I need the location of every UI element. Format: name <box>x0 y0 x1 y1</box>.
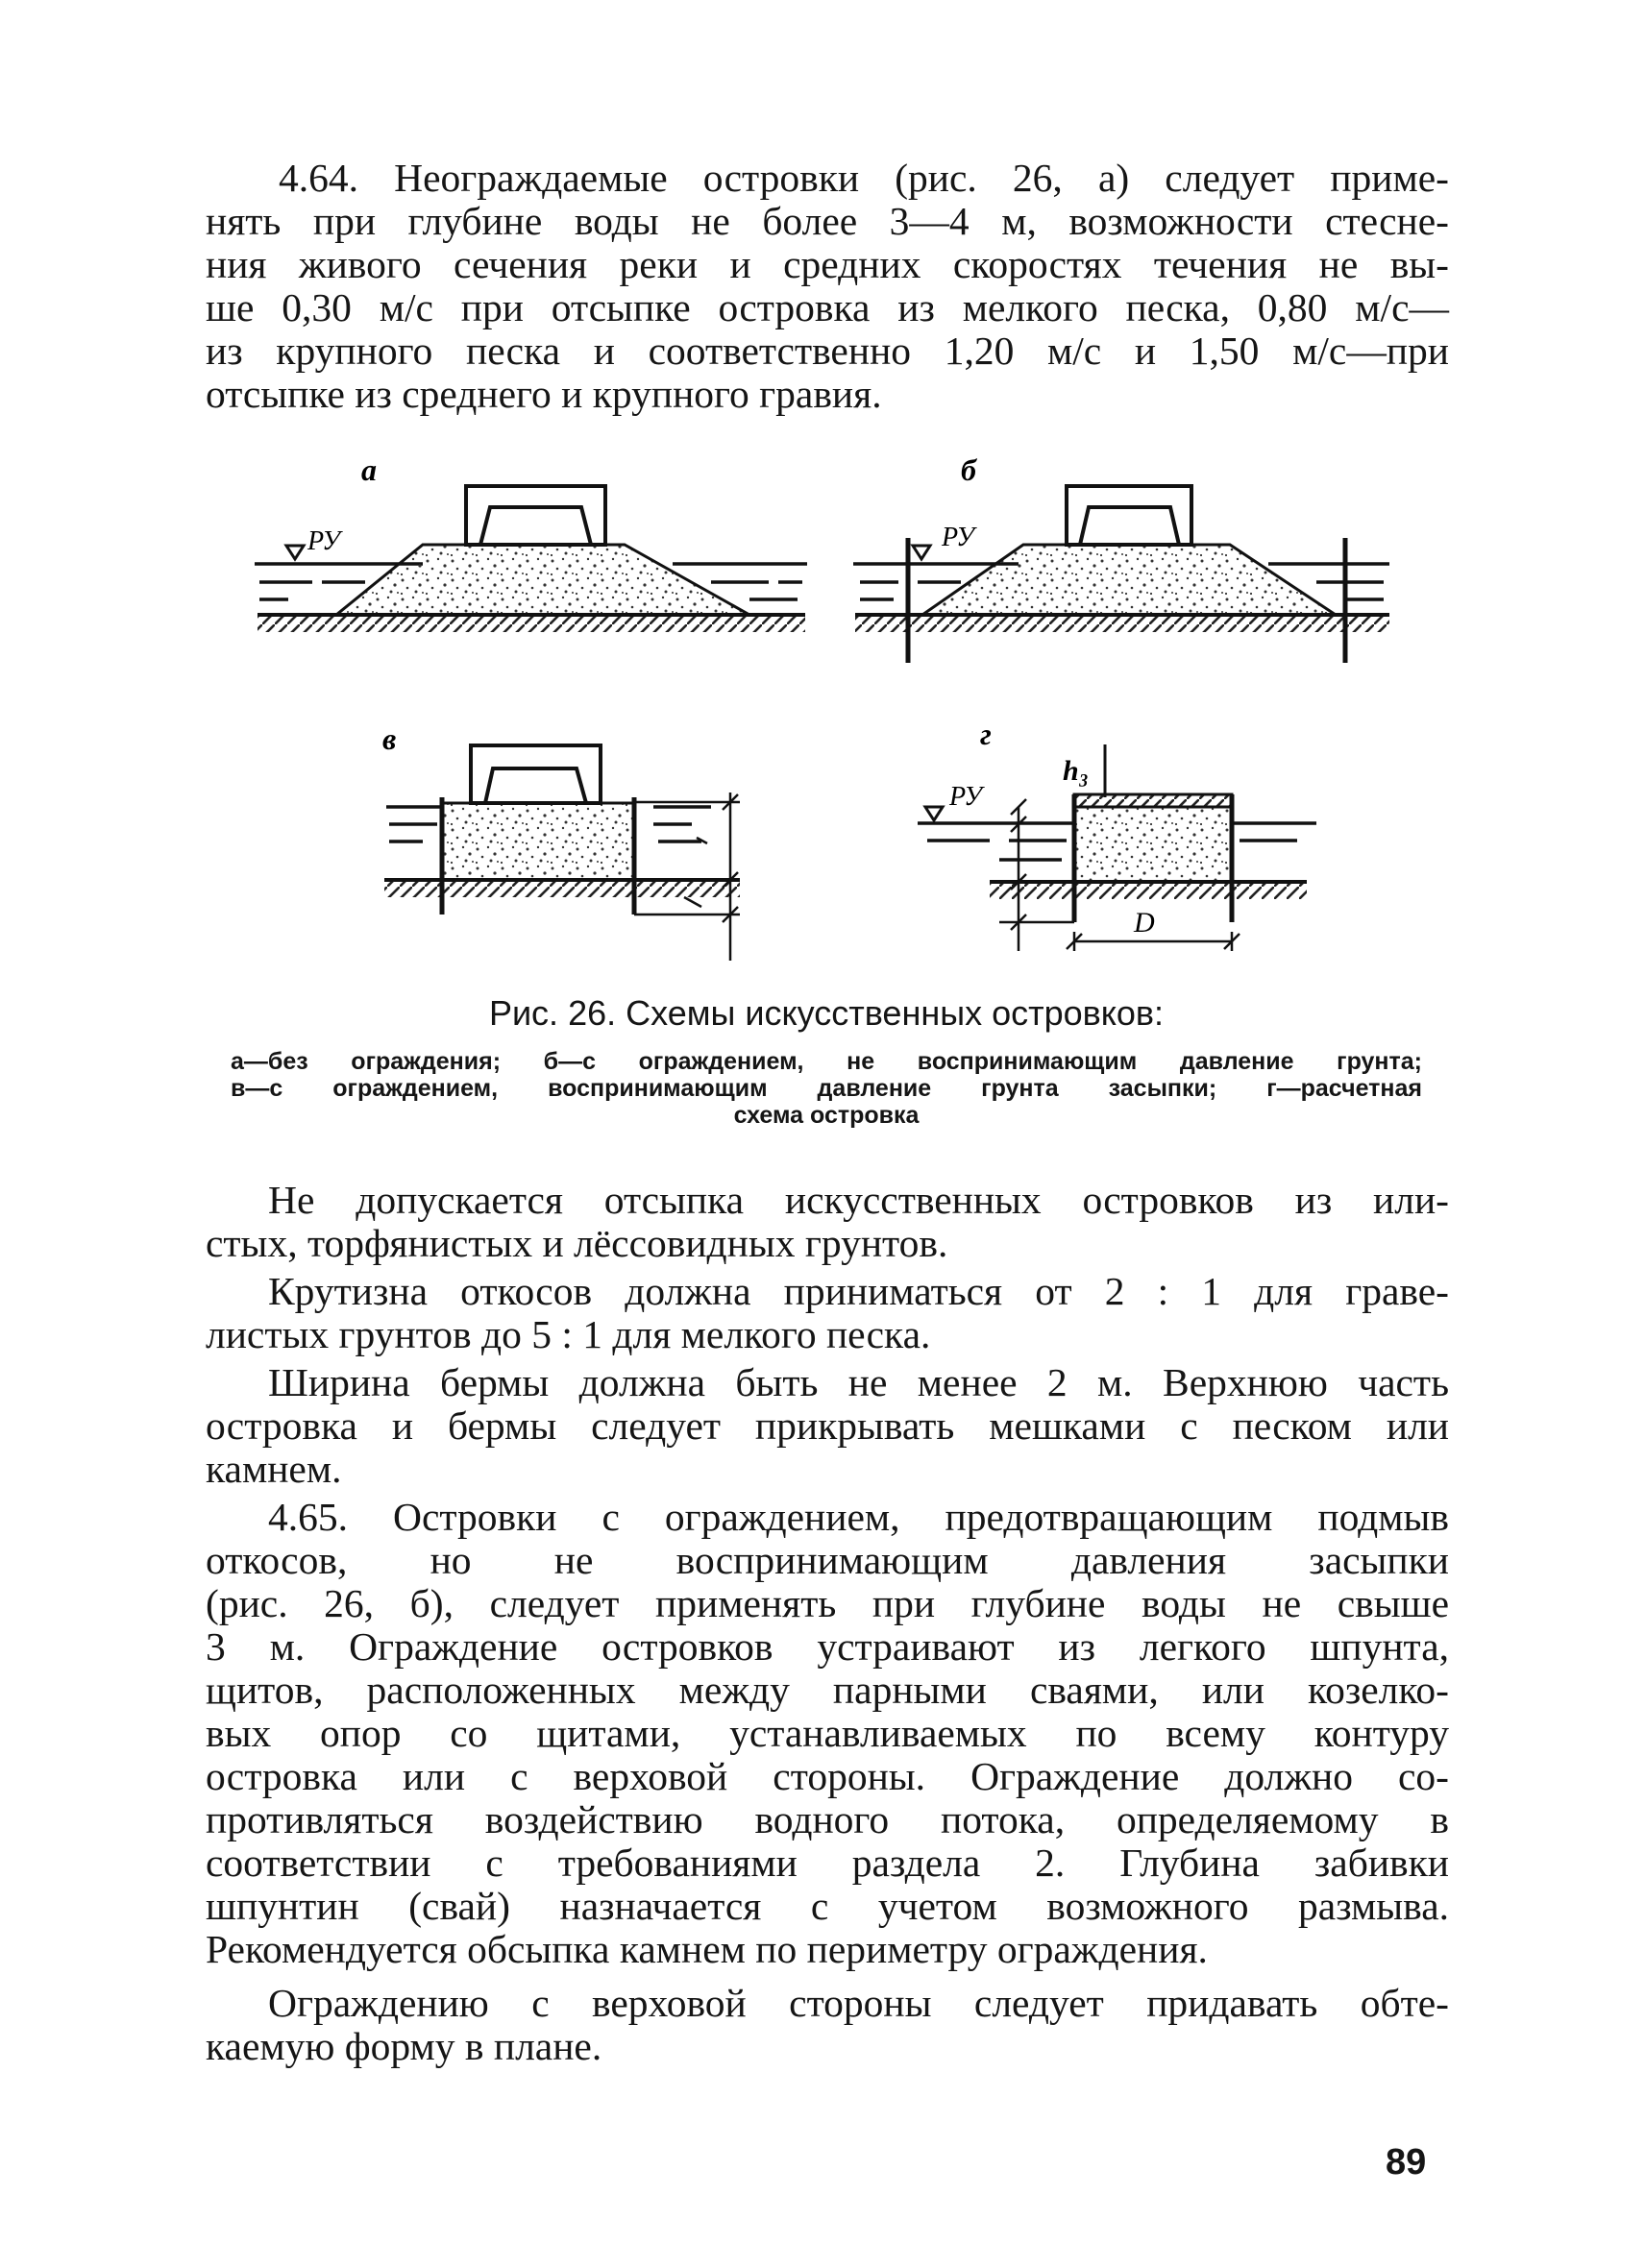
dimension-lines <box>634 793 740 961</box>
ground-hatch <box>384 880 740 897</box>
water-level-label: РУ <box>307 526 340 556</box>
text-line: Рекомендуется обсыпка камнем по периметру ограждения. <box>206 1927 1208 1971</box>
construction-frame <box>466 486 605 545</box>
panel-a-island-without-fence <box>255 452 807 632</box>
text-line: Не допускается отсыпка искусственных островков из или- <box>268 1178 1449 1222</box>
text-line: 3 м. Ограждение островков устраивают из легкого шпунта, <box>206 1624 1449 1669</box>
paragraph-berm-width <box>206 1361 1449 1491</box>
legend-line: схема островка <box>733 1102 920 1129</box>
panel-label-v: в <box>382 721 397 756</box>
text-line: Крутизна откосов должна приниматься от 2 : 1 для граве- <box>268 1269 1449 1313</box>
figure-26-diagrams <box>0 451 1645 989</box>
panel-d-design-scheme <box>918 717 1316 951</box>
figure-title: Рис. 26. Схемы искусственных островков: <box>488 993 1165 1033</box>
water-level-marker <box>286 526 343 559</box>
panel-label-a: а <box>361 452 377 487</box>
ground-hatch <box>990 882 1307 899</box>
bag-layer <box>1074 794 1232 807</box>
text-line: листых грунтов до 5 : 1 для мелкого песка. <box>206 1312 931 1356</box>
sand-fill <box>442 803 634 880</box>
sand-embankment <box>922 545 1336 615</box>
sand-embankment <box>336 545 749 615</box>
text-line: из крупного песка и соответственно 1,20 м/с и 1,50 м/с—при <box>206 329 1449 373</box>
panel-label-g: г <box>980 717 992 751</box>
text-line: островка и бермы следует прикрывать мешками с песком или <box>206 1403 1449 1448</box>
text-line: камнем. <box>206 1447 342 1491</box>
text-line: (рис. 26, б), следует применять при глубине воды не свыше <box>206 1581 1449 1625</box>
paragraph-streamlined-shape <box>206 1982 1449 2068</box>
text-line: островка или с верховой стороны. Ограждение должно со- <box>206 1754 1449 1798</box>
legend-line: в—с ограждением, воспринимающим давление грунта засыпки; г—расчетная <box>231 1075 1422 1102</box>
text-line: отсыпке из среднего и крупного гравия. <box>206 372 882 416</box>
sand-fill <box>1076 807 1230 882</box>
text-line: стых, торфянистых и лёссовидных грунтов. <box>206 1221 948 1265</box>
dimension-h3-label: h₃ <box>1063 755 1090 787</box>
legend-line: а—без ограждения; б—с ограждением, не воспринимающим давление грунта; <box>231 1048 1422 1075</box>
text-line: откосов, но не воспринимающим давления засыпки <box>206 1538 1449 1582</box>
text-line: нять при глубине воды не более 3—4 м, возможности стесне- <box>206 199 1449 243</box>
text-line: вых опор со щитами, устанавливаемых по всему контуру <box>206 1711 1449 1755</box>
water-level-marker <box>925 782 985 820</box>
text-line: противляться воздействию водного потока, определяемому в <box>206 1797 1449 1841</box>
panel-b-island-with-fence <box>853 452 1389 663</box>
text-line: ше 0,30 м/с при отсыпке островка из мелкого песка, 0,80 м/с— <box>206 285 1449 329</box>
text-line: 4.65. Островки с ограждением, предотвращающим подмыв <box>268 1495 1449 1539</box>
paragraph-slope-steepness <box>206 1270 1449 1356</box>
text-line: 4.64. Неограждаемые островки (рис. 26, а) следует приме- <box>279 156 1449 200</box>
text-line: каемую форму в плане. <box>206 2024 602 2068</box>
paragraph-4-65 <box>206 1496 1449 1971</box>
text-line: щитов, расположенных между парными сваями, или козелко- <box>206 1668 1449 1712</box>
text-line: Ширина бермы должна быть не менее 2 м. Верхнюю часть <box>268 1360 1449 1404</box>
ground-hatch <box>855 615 1389 632</box>
water-level-label: РУ <box>942 523 974 552</box>
text-line: Ограждению с верховой стороны следует придавать обте- <box>268 1981 1449 2025</box>
water-level-marker <box>913 523 977 559</box>
figure-legend <box>231 1048 1422 1129</box>
construction-frame <box>1067 486 1191 545</box>
construction-frame <box>471 745 601 803</box>
text-line: соответствии с требованиями раздела 2. Глубина забивки <box>206 1841 1449 1885</box>
text-line: шпунтин (свай) назначается с учетом возможного размыва. <box>206 1884 1449 1928</box>
water-level-label: РУ <box>949 782 982 812</box>
dimension-d-label: D <box>1134 907 1155 939</box>
text-line: ния живого сечения реки и средних скоростях течения не вы- <box>206 242 1449 286</box>
panel-c-island-with-retaining-fence <box>382 721 740 961</box>
ground-hatch <box>258 615 805 632</box>
panel-label-b: б <box>961 452 976 487</box>
page-number: 89 <box>1386 2142 1427 2183</box>
paragraph-soil-restriction <box>206 1179 1449 1265</box>
paragraph-4-64 <box>206 157 1449 416</box>
